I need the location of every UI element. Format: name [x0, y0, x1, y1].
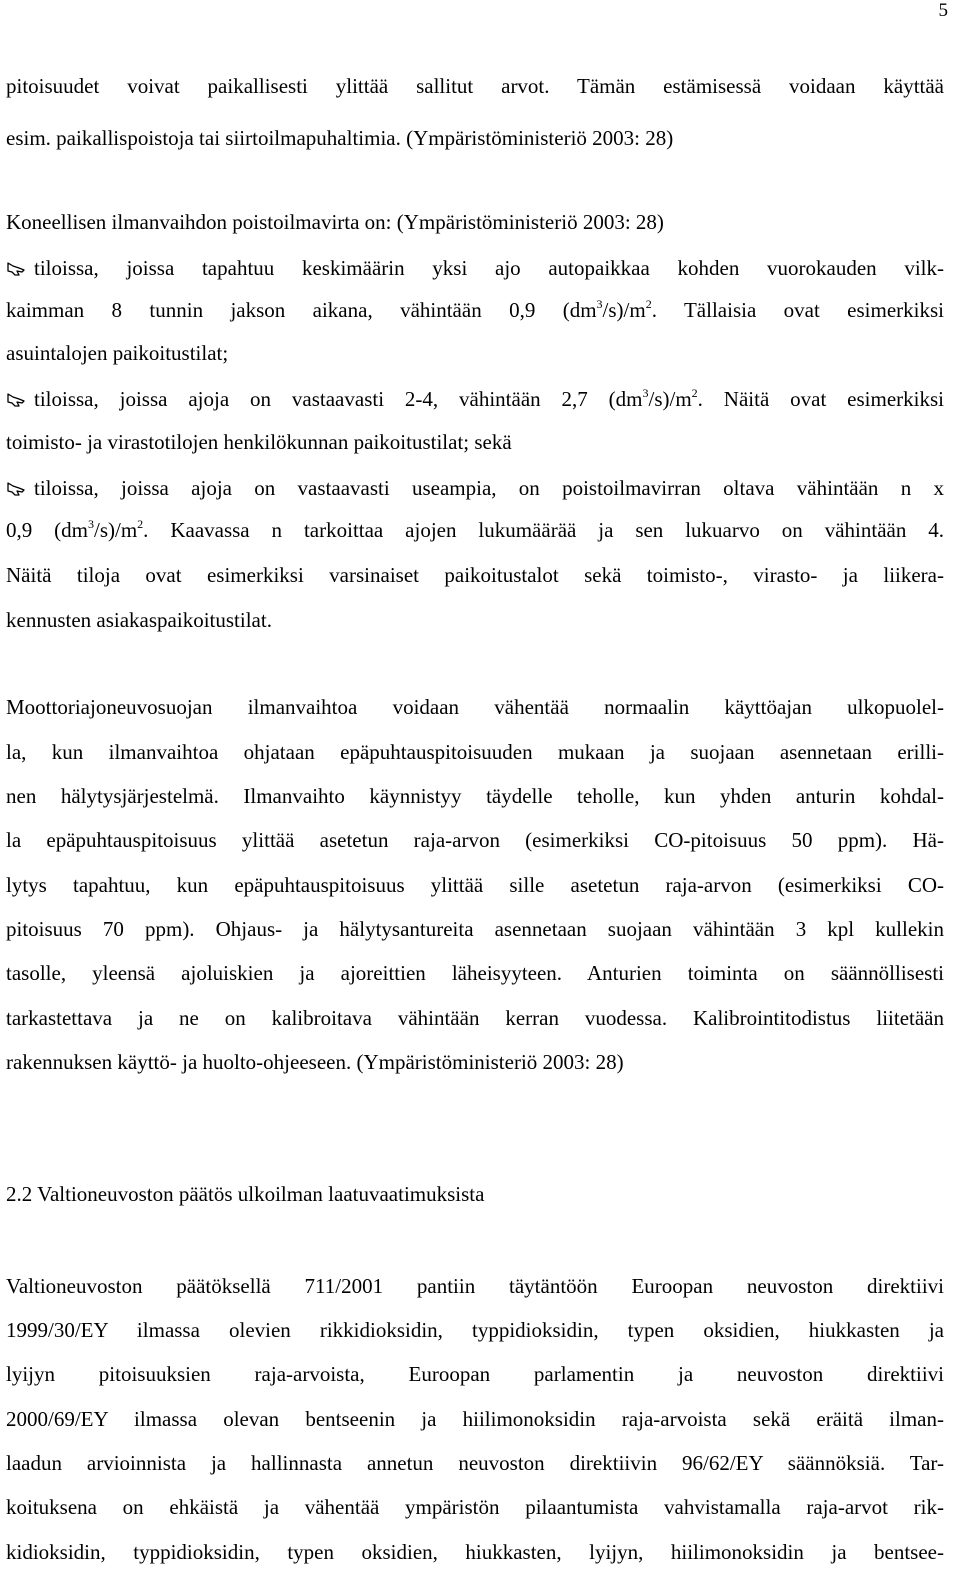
text-line: laadun arvioinnista ja hallinnasta annetun neuvoston direktiivin 96/62/EY säännöksiä. Tar- — [6, 1451, 944, 1475]
text-line: koituksena on ehkäistä ja vähentää ympäristön pilaantumista vahvistamalla raja-arvot rik- — [6, 1495, 944, 1519]
list-item-1: tiloissa, joissa tapahtuu keskimäärin yksi ajo autopaikkaa kohden vuorokauden vilk- — [6, 258, 944, 279]
text-line: Näitä tiloja ovat esimerkiksi varsinaiset paikoitustalot sekä toimisto-, virasto- ja liikera- — [6, 563, 944, 587]
text-line: 0,9 $(dm^3/s)/m^2$. Kaavassa n tarkoittaa ajojen lukumäärää ja sen lukuarvo on vähintään 4. — [6, 517, 944, 542]
text-line: tarkastettava ja ne on kalibroitava vähintään kerran vuodessa. Kalibrointitodistus liitetään — [6, 1006, 944, 1030]
section-heading: 2.2 Valtioneuvoston päätös ulkoilman laatuvaatimuksista — [6, 1182, 485, 1206]
text-line: asuintalojen paikoitustilat; — [6, 341, 229, 365]
list-item-3: tiloissa, joissa ajoja on vastaavasti useampia, on poistoilmavirran oltava vähintään n x — [6, 478, 944, 499]
text-line: lytys tapahtuu, kun epäpuhtauspitoisuus ylittää sille asetetun raja-arvon (esimerkiksi CO- — [6, 873, 944, 897]
text-line: 2000/69/EY ilmassa olevan bentseenin ja hiilimonoksidin raja-arvoista sekä eräitä ilman- — [6, 1407, 944, 1431]
text-line: kaimman 8 tunnin jakson aikana, vähintään 0,9 $(dm^3/s)/m^2$. Tällaisia ovat esimerkiksi — [6, 297, 944, 322]
text-line: la epäpuhtauspitoisuus ylittää asetetun raja-arvon (esimerkiksi CO-pitoisuus 50 ppm). Hä- — [6, 828, 944, 852]
text-line: esim. paikallispoistoja tai siirtoilmapuhaltimia. (Ympäristöministeriö 2003: 28) — [6, 126, 674, 150]
text-line: lyijyn pitoisuuksien raja-arvoista, Euroopan parlamentin ja neuvoston direktiivi — [6, 1362, 944, 1386]
text-line: kennusten asiakaspaikoitustilat. — [6, 608, 272, 632]
text-line: toimisto- ja virastotilojen henkilökunnan paikoitustilat; sekä — [6, 430, 512, 454]
text-line: tasolle, yleensä ajoluiskien ja ajoreittien läheisyyteen. Anturien toiminta on säännöllisesti — [6, 961, 944, 985]
text-line: rakennuksen käyttö- ja huolto-ohjeeseen. (Ympäristöministeriö 2003: 28) — [6, 1050, 624, 1074]
list-item-2: tiloissa, joissa ajoja on vastaavasti 2-4, vähintään 2,7 $(dm^3/s)/m^2$. Näitä ovat esimerkiksi — [6, 389, 944, 410]
text-line: la, kun ilmanvaihtoa ohjataan epäpuhtauspitoisuuden mukaan ja suojaan asennetaan erilli- — [6, 740, 944, 764]
text-line: nen hälytysjärjestelmä. Ilmanvaihto käynnistyy täydelle teholle, kun yhden anturin kohdal- — [6, 784, 944, 808]
text-line: pitoisuus 70 ppm). Ohjaus- ja hälytysantureita asennetaan suojaan vähintään 3 kpl kullekin — [6, 917, 944, 941]
text-line: pitoisuudet voivat paikallisesti ylittää sallitut arvot. Tämän estämisessä voidaan käyttää — [6, 74, 944, 98]
text-line: Valtioneuvoston päätöksellä 711/2001 pantiin täytäntöön Euroopan neuvoston direktiivi — [6, 1274, 944, 1298]
pointing-hand-icon — [6, 389, 34, 410]
text-line: 1999/30/EY ilmassa olevien rikkidioksidin, typpidioksidin, typen oksidien, hiukkasten ja — [6, 1318, 944, 1342]
pointing-hand-icon — [6, 478, 34, 499]
text-line: Moottoriajoneuvosuojan ilmanvaihtoa voidaan vähentää normaalin käyttöajan ulkopuolel- — [6, 695, 944, 719]
page-number: 5 — [938, 0, 948, 21]
text-line: kidioksidin, typpidioksidin, typen oksidien, hiukkasten, lyijyn, hiilimonoksidin ja bentsee- — [6, 1540, 944, 1564]
pointing-hand-icon — [6, 258, 34, 279]
list-intro: Koneellisen ilmanvaihdon poistoilmavirta on: (Ympäristöministeriö 2003: 28) — [6, 210, 664, 234]
